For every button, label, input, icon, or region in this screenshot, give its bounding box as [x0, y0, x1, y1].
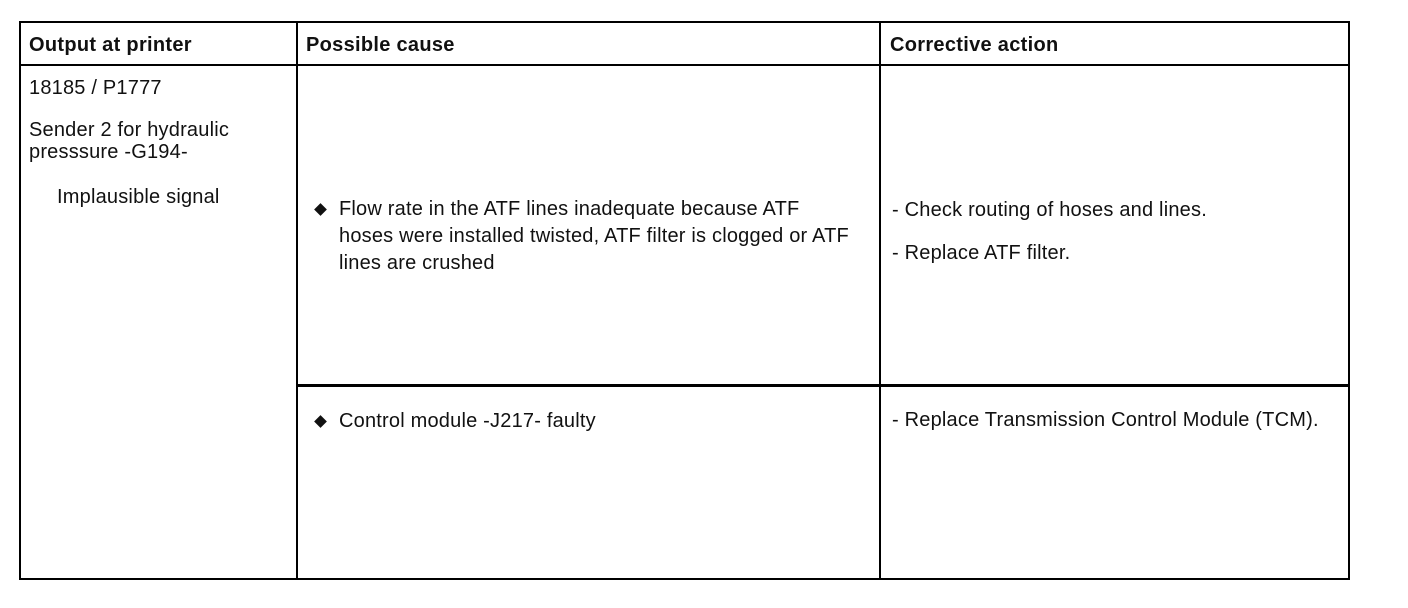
table-border-left: [19, 21, 21, 580]
table-border-right: [1348, 21, 1350, 580]
table-border-top: [19, 21, 1350, 23]
diamond-bullet-icon: [314, 415, 327, 428]
cause-text-1: Flow rate in the ATF lines inadequate because ATF hoses were installed twisted, ATF filter is clogged or ATF lines are crushed: [339, 198, 849, 274]
fault-signal: Implausible signal: [57, 186, 220, 208]
action-1-1: - Check routing of hoses and lines.: [892, 199, 1207, 221]
row-divider: [296, 384, 1350, 387]
cause-item-2: [312, 408, 852, 435]
header-divider: [19, 64, 1350, 66]
action-2-1: - Replace Transmission Control Module (TCM).: [892, 409, 1319, 431]
column-divider-2: [879, 21, 881, 580]
fault-code: 18185 / P1777: [29, 77, 162, 99]
fault-description: Sender 2 for hydraulic presssure -G194-: [29, 119, 230, 163]
header-possible-cause: Possible cause: [306, 34, 455, 56]
action-1-2: - Replace ATF filter.: [892, 242, 1071, 264]
diamond-bullet-icon: [314, 203, 327, 216]
column-divider-1: [296, 21, 298, 580]
cause-item-1: [312, 196, 852, 277]
table-border-bottom: [19, 578, 1350, 580]
cause-text-2: Control module -J217- faulty: [339, 410, 596, 432]
header-output-at-printer: Output at printer: [29, 34, 192, 56]
header-corrective-action: Corrective action: [890, 34, 1059, 56]
